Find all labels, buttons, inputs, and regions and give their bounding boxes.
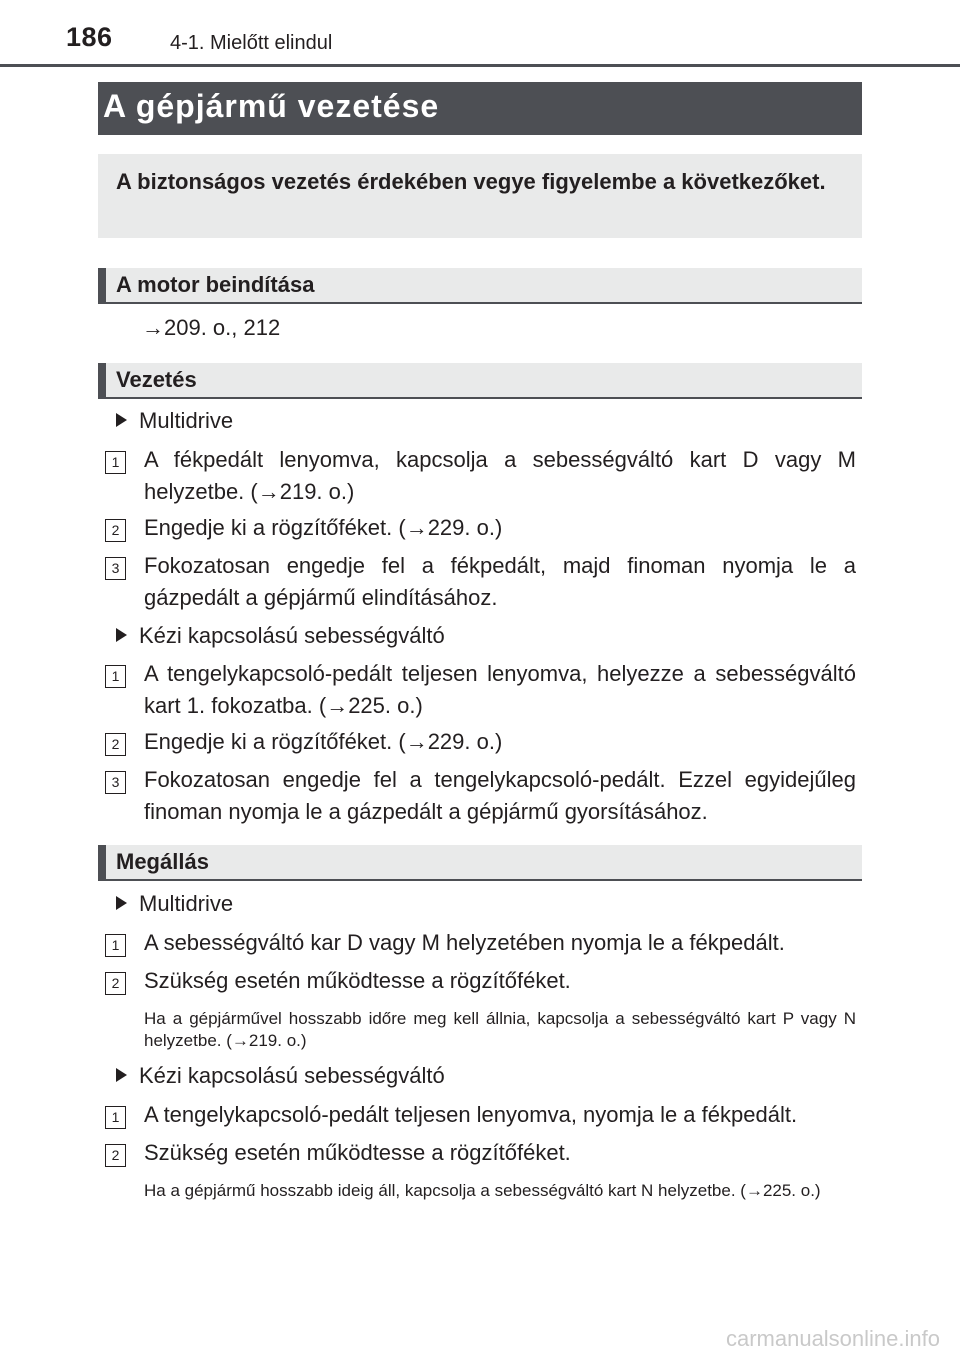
step-number: 3 — [105, 771, 126, 794]
step-text: Fokozatosan engedje fel a tengelykapcsoló-pedált. Ezzel egyidejűleg finoman nyomja le a gázpedált a gépjármű gyorsításához. — [144, 767, 856, 824]
triangle-bullet-icon — [116, 628, 127, 642]
step-number: 1 — [105, 665, 126, 688]
intro-text: A biztonságos vezetés érdekében vegye figyelembe a következőket. — [116, 169, 826, 194]
start-reference: →209. o., 212 — [142, 315, 281, 340]
step-number: 1 — [105, 451, 126, 474]
triangle-bullet-icon — [116, 1068, 127, 1082]
section-heading-driving — [98, 363, 862, 399]
section-marker — [98, 268, 106, 302]
step-text: A sebességváltó kar D vagy M helyzetében nyomja le a fékpedált. — [144, 930, 785, 955]
step-number: 2 — [105, 1144, 126, 1167]
step-number: 2 — [105, 972, 126, 995]
subheading-label: Multidrive — [139, 408, 234, 433]
header-divider — [0, 64, 960, 67]
triangle-bullet-icon — [116, 413, 127, 427]
step-text: Engedje ki a rögzítőféket. (→229. o.) — [144, 729, 503, 754]
step-text: A tengelykapcsoló-pedált teljesen lenyomva, nyomja le a fékpedált. — [144, 1102, 798, 1127]
step-text: Szükség esetén működtesse a rögzítőféket. — [144, 968, 571, 993]
note-text: Ha a gépjármű hosszabb ideig áll, kapcsolja a sebességváltó kart N helyzetbe. (→225. o.) — [144, 1181, 821, 1200]
step-text: Szükség esetén működtesse a rögzítőféket. — [144, 1140, 571, 1165]
section-marker — [98, 363, 106, 397]
step-number: 1 — [105, 1106, 126, 1129]
section-heading-text: Vezetés — [116, 367, 197, 392]
section-heading-text: A motor beindítása — [116, 272, 315, 297]
step-text: A fékpedált lenyomva, kapcsolja a sebességváltó kart D vagy M helyzetbe. (→219. o.) — [144, 447, 856, 504]
page-number: 186 — [66, 22, 113, 52]
subheading-manual — [116, 620, 445, 652]
note-text: Ha a gépjárművel hosszabb időre meg kell állnia, kapcsolja a sebességváltó kart P vagy N helyzetbe. (→219. o.) — [144, 1009, 856, 1050]
section-marker — [98, 845, 106, 879]
subheading-manual — [116, 1060, 445, 1092]
subheading-multidrive — [116, 888, 233, 920]
chapter-title: 4-1. Mielőtt elindul — [170, 32, 333, 54]
triangle-bullet-icon — [116, 896, 127, 910]
step-number: 3 — [105, 557, 126, 580]
subheading-label: Kézi kapcsolású sebességváltó — [139, 1063, 445, 1088]
subheading-label: Kézi kapcsolású sebességváltó — [139, 623, 445, 648]
subheading-multidrive — [116, 405, 233, 437]
subheading-label: Multidrive — [139, 891, 234, 916]
step-number: 1 — [105, 934, 126, 957]
step-text: Fokozatosan engedje fel a fékpedált, majd finoman nyomja le a gázpedált a gépjármű elindításához. — [144, 553, 856, 610]
step-text: A tengelykapcsoló-pedált teljesen lenyomva, helyezze a sebességváltó kart 1. fokozatba. (→225. o.) — [144, 661, 856, 718]
step-number: 2 — [105, 733, 126, 756]
page-title: A gépjármű vezetése — [103, 88, 440, 124]
section-heading-stopping — [98, 845, 862, 881]
step-text: Engedje ki a rögzítőféket. (→229. o.) — [144, 515, 503, 540]
section-heading-text: Megállás — [116, 849, 209, 874]
step-number: 2 — [105, 519, 126, 542]
section-heading-start — [98, 268, 862, 304]
watermark-text: carmanualsonline.info — [725, 1326, 940, 1351]
